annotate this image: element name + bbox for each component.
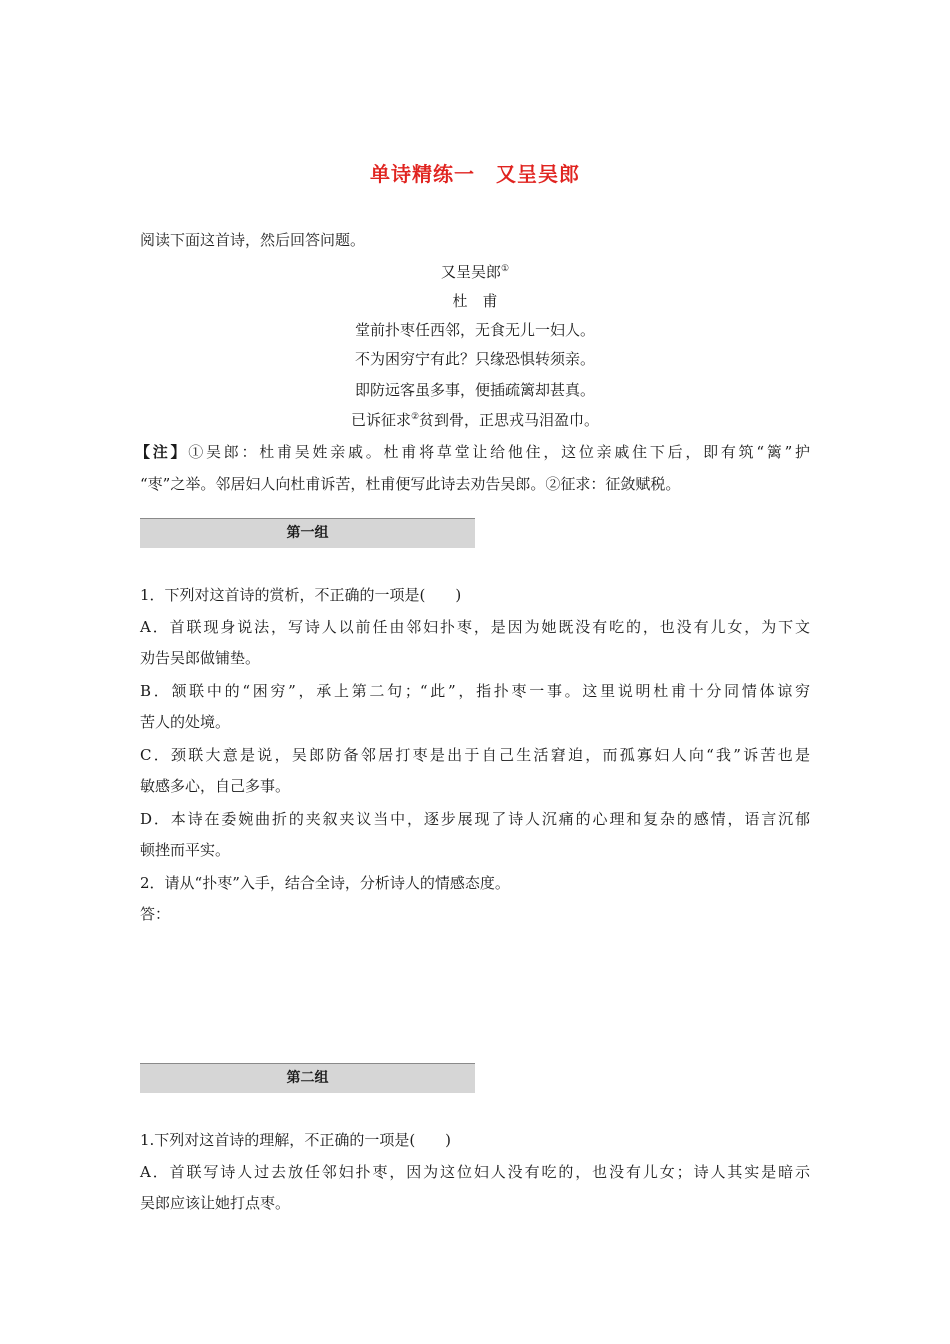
group-1-option-d-line-2: 顿挫而平实。 — [140, 841, 231, 859]
group-1-question-2: 2．请从“扑枣”入手，结合全诗，分析诗人的情感态度。 — [140, 874, 510, 892]
group-2-option-a-line-2: 吴郎应该让她打点枣。 — [140, 1194, 291, 1212]
group-1-header: 第一组 — [140, 518, 475, 548]
poem-line-4-b: 贫到骨，正思戎马泪盈巾。 — [419, 411, 600, 429]
group-1-answer-label: 答： — [140, 905, 171, 923]
group-1-option-a-line-1: A．首联现身说法，写诗人以前任由邻妇扑枣，是因为她既没有吃的，也没有儿女，为下文 — [140, 618, 810, 636]
poem-line-2: 不为困穷宁有此？只缘恐惧转须亲。 — [354, 350, 595, 368]
note-text-1: ①吴郎：杜甫吴姓亲戚。杜甫将草堂让给他住，这位亲戚住下后，即有筑“篱”护 — [188, 443, 810, 461]
poem-title — [0, 262, 950, 282]
group-2-header: 第二组 — [140, 1063, 475, 1093]
poem-line-4-mark: ② — [410, 412, 420, 422]
instruction-text: 阅读下面这首诗，然后回答问题。 — [140, 231, 366, 249]
page-title: 单诗精练一 又呈吴郎 — [370, 162, 580, 186]
poem-line-4-a: 已诉征求 — [350, 411, 411, 429]
poem-line-1: 堂前扑枣任西邻，无食无儿一妇人。 — [354, 321, 595, 339]
group-1-option-d-line-1: D．本诗在委婉曲折的夹叙夹议当中，逐步展现了诗人沉痛的心理和复杂的感情，语言沉郁 — [140, 810, 810, 828]
group-1-option-c-line-1: C．颈联大意是说，吴郎防备邻居打枣是出于自己生活窘迫，而孤寡妇人向“我”诉苦也是 — [140, 746, 810, 764]
group-1-question-1: 1．下列对这首诗的赏析，不正确的一项是( ) — [140, 586, 462, 604]
note-tag: 【注】 — [135, 443, 189, 461]
group-1-option-c-line-2: 敏感多心，自己多事。 — [140, 777, 291, 795]
group-2-question-1: 1.下列对这首诗的理解，不正确的一项是( ) — [140, 1131, 452, 1149]
poem-title-note-mark: ① — [500, 264, 510, 274]
poem-line-3: 即防远客虽多事，便插疏篱却甚真。 — [354, 381, 595, 399]
poem-title-text: 又呈吴郎 — [440, 263, 501, 281]
group-1-option-b-line-1: B．颔联中的“困穷”，承上第二句；“此”，指扑枣一事。这里说明杜甫十分同情体谅穷 — [140, 682, 810, 700]
group-2-option-a-line-1: A．首联写诗人过去放任邻妇扑枣，因为这位妇人没有吃的，也没有儿女；诗人其实是暗示 — [140, 1163, 810, 1181]
group-1-option-b-line-2: 苦人的处境。 — [140, 713, 231, 731]
note-line-2: “枣”之举。邻居妇人向杜甫诉苦，杜甫便写此诗去劝告吴郎。②征求：征敛赋税。 — [140, 475, 681, 493]
group-1-option-a-line-2: 劝告吴郎做铺垫。 — [140, 649, 261, 667]
poem-line-4 — [0, 410, 950, 430]
poem-author: 杜 甫 — [452, 292, 498, 310]
note-line-1 — [135, 442, 810, 462]
